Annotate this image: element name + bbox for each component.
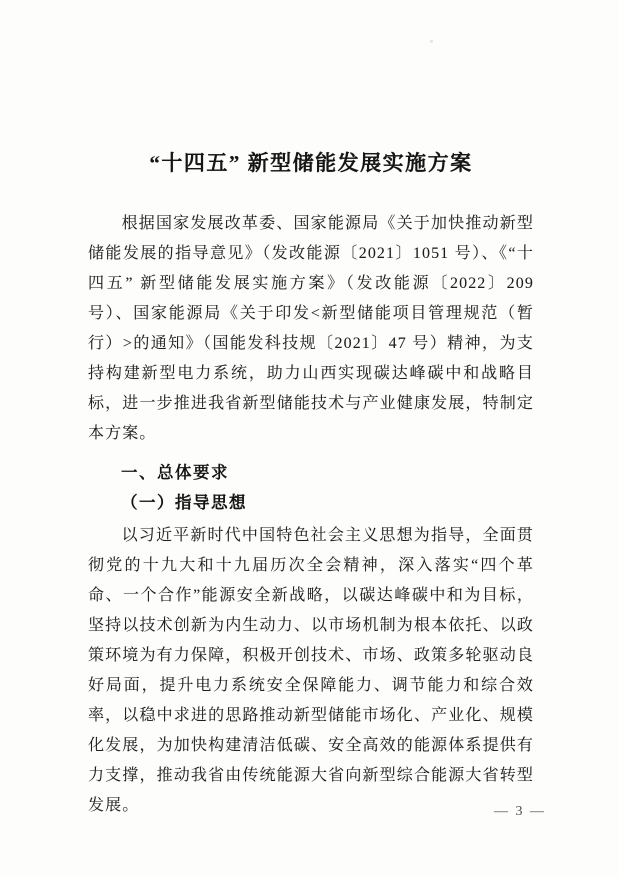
paragraph-guiding-ideology: 以习近平新时代中国特色社会主义思想为指导，全面贯彻党的十九大和十九届历次全会精神，深入落实“四个革命、一个合作”能源安全新战略，以碳达峰碳中和为目标，坚持以技术创新为内生动力、以市场机制为根本依托、以政策环境为有力保障，积极开创技术、市场、政策多轮驱动良好局面，提升电力系统安全保障能力、调节能力和综合效率，以稳中求进的思路推动新型储能市场化、产业化、规模化发展，为加快构建清洁低碳、安全高效的能源体系提供有力支撑，推动我省由传统能源大省向新型综合能源大省转型发展。 — [88, 527, 534, 814]
document-title: “十四五” 新型储能发展实施方案 — [149, 151, 473, 175]
subsection-heading: （一）指导思想 — [121, 493, 247, 512]
page-number: — 3 — — [494, 804, 546, 819]
section-heading: 一、总体要求 — [121, 464, 229, 482]
document-content — [88, 0, 534, 821]
paragraph-intro: 根据国家发展改革委、国家能源局《关于加快推动新型储能发展的指导意见》（发改能源〔2021〕1051 号）、《“十四五” 新型储能发展实施方案》（发改能源〔2022〕209 号）、国家能源局《关于印发<新型储能项目管理规范（暂行）>的通知》（国能发科技规〔2021〕47 号）精神，为支持构建新型电力系统，助力山西实现碳达峰碳中和战略目标，进一步推进我省新型储能技术与产业健康发展，特制定本方案。 — [88, 215, 534, 442]
